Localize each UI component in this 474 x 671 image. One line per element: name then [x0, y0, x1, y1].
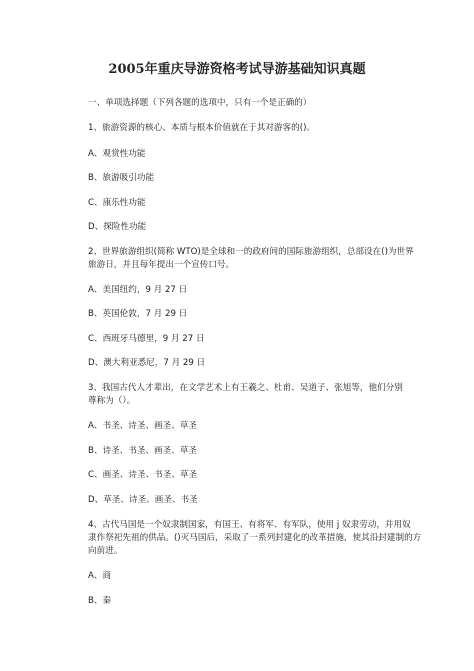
question-2-text-line-1: 2、世界旅游组织(简称 WTO)是全球和一的政府间的国际旅游组织，总部设在()为世界 [88, 247, 414, 257]
question-3-text-line-2: 尊称为（）。 [88, 396, 136, 406]
document-title: 2005年重庆导游资格考试导游基础知识真题 [108, 62, 366, 77]
question-3-option-a: A、书圣、诗圣、画圣、草圣 [88, 421, 198, 431]
question-4-option-a: A、商 [88, 571, 112, 581]
question-1-option-b: B、旅游吸引功能 [88, 173, 155, 183]
question-3-option-d: D、草圣、诗圣、画圣、书圣 [88, 495, 198, 505]
question-2-text-line-2: 旅游日，并且每年提出一个宣传口号。 [88, 260, 235, 270]
section-heading: 一、单项选择题（下列各题的选项中，只有一个是正确的） [88, 98, 312, 108]
question-3-text-line-1: 3、我国古代人才辈出，在文学艺术上有王羲之、杜甫、吴道子、张旭等，他们分别 [88, 383, 403, 393]
question-1-option-d: D、探险性功能 [88, 222, 147, 232]
question-4-text-line-2: 隶作祭祀先祖的供品。()灭马国后，采取了一系列封建化的改革措施，使其沿封建制的方 [88, 533, 422, 543]
question-2-option-b: B、英国伦敦，7 月 29 日 [88, 309, 188, 319]
question-3-option-b: B、诗圣、书圣、画圣、草圣 [88, 446, 198, 456]
question-4-text-line-1: 4、古代马国是一个奴隶制国家，有国王、有将军、有军队，使用 j 奴隶劳动，并用奴 [88, 520, 411, 530]
question-1-option-a: A、观赏性功能 [88, 149, 146, 159]
question-3-option-c: C、画圣、诗圣、书圣、草圣 [88, 470, 198, 480]
question-2-option-a: A、美国纽约，9 月 27 日 [88, 285, 188, 295]
question-2-option-d: D、澳大利亚悉尼，7 月 29 日 [88, 358, 206, 368]
question-1-text: 1、旅游资源的核心、本质与根本价值就在于其对游客的()。 [88, 123, 316, 133]
question-4-text-line-3: 向前进。 [88, 546, 123, 556]
question-4-option-b: B、秦 [88, 596, 112, 606]
question-1-option-c: C、康乐性功能 [88, 198, 146, 208]
question-2-option-c: C、西班牙马德里，9 月 27 日 [88, 334, 205, 344]
